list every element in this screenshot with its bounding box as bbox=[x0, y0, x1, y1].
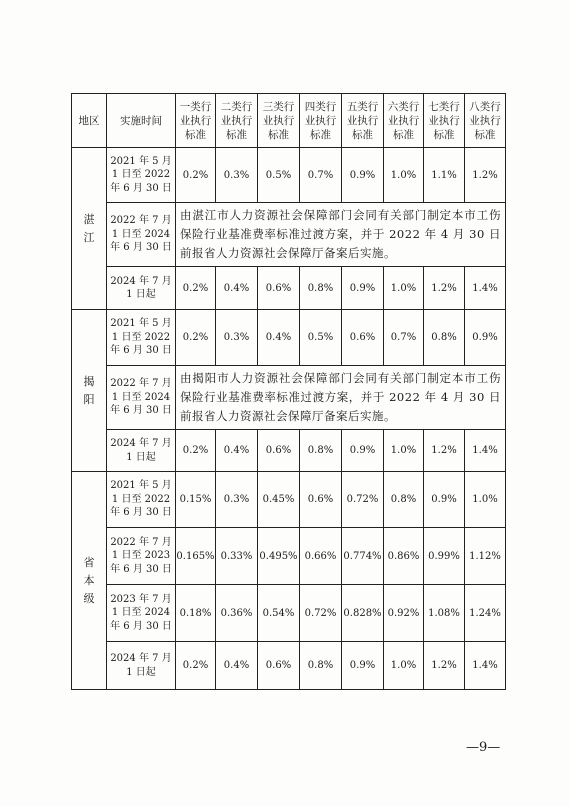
rate-cell: 0.15% bbox=[176, 472, 216, 528]
header-class-5: 五类行业执行标准 bbox=[342, 94, 384, 148]
rate-cell: 1.24% bbox=[465, 585, 506, 642]
period-cell: 2024 年 7 月 1 日起 bbox=[107, 430, 176, 472]
table-row bbox=[72, 310, 506, 366]
rate-cell: 0.2% bbox=[176, 148, 216, 203]
table-row bbox=[72, 642, 506, 690]
rate-cell: 1.4% bbox=[465, 267, 506, 310]
rate-cell: 0.9% bbox=[424, 472, 465, 528]
rate-cell: 1.2% bbox=[424, 430, 465, 472]
note-cell: 由湛江市人力资源社会保障部门会同有关部门制定本市工伤保险行业基准费率标准过渡方案，并于 2022 年 4 月 30 日前报省人力资源社会保障厅备案后实施。 bbox=[176, 203, 506, 267]
rate-cell: 0.4% bbox=[258, 310, 300, 366]
rate-cell: 1.2% bbox=[424, 642, 465, 690]
rate-cell: 0.6% bbox=[300, 472, 342, 528]
rate-cell: 0.8% bbox=[384, 472, 424, 528]
rate-cell: 1.08% bbox=[424, 585, 465, 642]
table-row bbox=[72, 203, 506, 267]
rate-cell: 0.2% bbox=[176, 430, 216, 472]
rate-cell: 0.165% bbox=[176, 528, 216, 585]
rate-cell: 0.3% bbox=[216, 148, 258, 203]
rate-cell: 0.33% bbox=[216, 528, 258, 585]
period-cell: 2022 年 7 月 1 日至 2023 年 6 月 30 日 bbox=[107, 528, 176, 585]
table-row bbox=[72, 472, 506, 528]
rate-cell: 0.18% bbox=[176, 585, 216, 642]
header-region: 地区 bbox=[72, 94, 107, 148]
rate-cell: 0.8% bbox=[424, 310, 465, 366]
rate-cell: 0.86% bbox=[384, 528, 424, 585]
rate-cell: 0.6% bbox=[258, 642, 300, 690]
period-cell: 2021 年 5 月 1 日至 2022 年 6 月 30 日 bbox=[107, 148, 176, 203]
header-class-3: 三类行业执行标准 bbox=[258, 94, 300, 148]
rate-cell: 0.9% bbox=[342, 642, 384, 690]
region-label: 省本级 bbox=[83, 555, 95, 605]
rate-cell: 0.8% bbox=[300, 642, 342, 690]
region-provincial bbox=[72, 472, 107, 690]
rate-cell: 0.3% bbox=[216, 472, 258, 528]
rate-cell: 0.6% bbox=[258, 430, 300, 472]
header-class-2: 二类行业执行标准 bbox=[216, 94, 258, 148]
header-period: 实施时间 bbox=[107, 94, 176, 148]
rate-cell: 0.66% bbox=[300, 528, 342, 585]
rate-cell: 0.2% bbox=[176, 267, 216, 310]
rate-cell: 0.9% bbox=[342, 148, 384, 203]
header-class-4: 四类行业执行标准 bbox=[300, 94, 342, 148]
rate-cell: 1.0% bbox=[384, 148, 424, 203]
rate-cell: 0.6% bbox=[342, 310, 384, 366]
page-number: —9— bbox=[466, 740, 501, 755]
table-row bbox=[72, 528, 506, 585]
region-jieyang bbox=[72, 310, 107, 472]
header-class-7: 七类行业执行标准 bbox=[424, 94, 465, 148]
rate-cell: 0.2% bbox=[176, 310, 216, 366]
period-cell: 2022 年 7 月 1 日至 2024 年 6 月 30 日 bbox=[107, 366, 176, 430]
rate-cell: 0.4% bbox=[216, 430, 258, 472]
rate-cell: 1.4% bbox=[465, 642, 506, 690]
note-cell: 由揭阳市人力资源社会保障部门会同有关部门制定本市工伤保险行业基准费率标准过渡方案，并于 2022 年 4 月 30 日前报省人力资源社会保障厅备案后实施。 bbox=[176, 366, 506, 430]
rate-cell: 0.7% bbox=[300, 148, 342, 203]
rate-cell: 0.3% bbox=[216, 310, 258, 366]
rate-cell: 0.4% bbox=[216, 267, 258, 310]
rate-cell: 0.36% bbox=[216, 585, 258, 642]
rate-cell: 0.8% bbox=[300, 430, 342, 472]
rate-cell: 1.0% bbox=[465, 472, 506, 528]
rate-cell: 0.774% bbox=[342, 528, 384, 585]
rate-cell: 0.7% bbox=[384, 310, 424, 366]
rate-cell: 1.0% bbox=[384, 430, 424, 472]
rate-cell: 1.2% bbox=[465, 148, 506, 203]
rate-cell: 0.9% bbox=[342, 430, 384, 472]
header-class-1: 一类行业执行标准 bbox=[176, 94, 216, 148]
period-cell: 2024 年 7 月 1 日起 bbox=[107, 642, 176, 690]
rate-cell: 0.54% bbox=[258, 585, 300, 642]
rate-cell: 0.828% bbox=[342, 585, 384, 642]
rate-cell: 1.4% bbox=[465, 430, 506, 472]
table-row bbox=[72, 267, 506, 310]
rate-cell: 0.8% bbox=[300, 267, 342, 310]
table-row bbox=[72, 430, 506, 472]
rate-cell: 0.9% bbox=[342, 267, 384, 310]
region-label: 揭阳 bbox=[83, 374, 95, 406]
rate-cell: 0.5% bbox=[258, 148, 300, 203]
rate-cell: 1.0% bbox=[384, 267, 424, 310]
period-cell: 2023 年 7 月 1 日至 2024 年 6 月 30 日 bbox=[107, 585, 176, 642]
period-cell: 2021 年 5 月 1 日至 2022 年 6 月 30 日 bbox=[107, 472, 176, 528]
rate-table bbox=[71, 93, 506, 690]
rate-cell: 1.0% bbox=[384, 642, 424, 690]
rate-cell: 1.12% bbox=[465, 528, 506, 585]
rate-cell: 0.2% bbox=[176, 642, 216, 690]
table-row bbox=[72, 585, 506, 642]
rate-cell: 0.4% bbox=[216, 642, 258, 690]
region-zhanjiang bbox=[72, 148, 107, 310]
period-cell: 2024 年 7 月 1 日起 bbox=[107, 267, 176, 310]
rate-cell: 0.99% bbox=[424, 528, 465, 585]
rate-cell: 0.9% bbox=[465, 310, 506, 366]
rate-cell: 0.495% bbox=[258, 528, 300, 585]
rate-cell: 0.72% bbox=[342, 472, 384, 528]
table-row bbox=[72, 148, 506, 203]
header-class-8: 八类行业执行标准 bbox=[465, 94, 506, 148]
rate-cell: 1.2% bbox=[424, 267, 465, 310]
rate-cell: 0.45% bbox=[258, 472, 300, 528]
rate-cell: 0.6% bbox=[258, 267, 300, 310]
rate-cell: 0.5% bbox=[300, 310, 342, 366]
rate-cell: 0.92% bbox=[384, 585, 424, 642]
header-class-6: 六类行业执行标准 bbox=[384, 94, 424, 148]
region-label: 湛江 bbox=[83, 212, 95, 244]
period-cell: 2022 年 7 月 1 日至 2024 年 6 月 30 日 bbox=[107, 203, 176, 267]
rate-cell: 1.1% bbox=[424, 148, 465, 203]
header-row bbox=[72, 94, 506, 148]
rate-cell: 0.72% bbox=[300, 585, 342, 642]
table-row bbox=[72, 366, 506, 430]
period-cell: 2021 年 5 月 1 日至 2022 年 6 月 30 日 bbox=[107, 310, 176, 366]
